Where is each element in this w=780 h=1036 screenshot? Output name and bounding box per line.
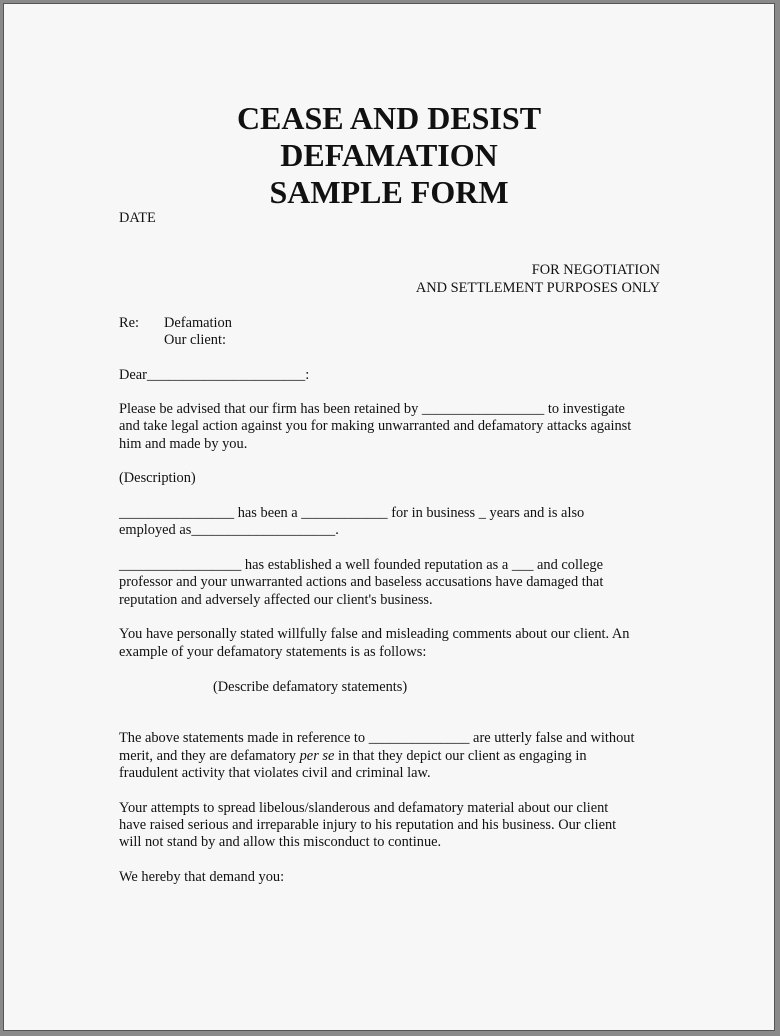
per-se-italic: per se	[299, 748, 335, 764]
para1-line-2: and take legal action against you for making unwarranted and defamatory attacks against	[119, 418, 632, 434]
para3-line-3: reputation and adversely affected our client's business.	[119, 592, 433, 608]
para5-line-1: The above statements made in reference to ______________ are utterly false and without	[119, 730, 635, 746]
description-label: (Description)	[119, 470, 196, 486]
title-line-3: SAMPLE FORM	[269, 174, 509, 210]
para5-line-2	[119, 748, 587, 765]
para4-line-2: example of your defamatory statements is as follows:	[119, 644, 427, 660]
document-title	[4, 100, 774, 211]
title-line-1: CEASE AND DESIST	[236, 100, 542, 136]
re-label: Re:	[119, 315, 139, 331]
re-line-1: Defamation	[164, 315, 232, 331]
para5-line-2-end: in that they depict our client as engaging in	[334, 748, 587, 764]
para5-line-3: fraudulent activity that violates civil and criminal law.	[119, 765, 431, 781]
negotiation-line-1: FOR NEGOTIATION	[531, 262, 660, 278]
para1-line-3: him and made by you.	[119, 436, 248, 452]
document-page	[3, 3, 775, 1031]
date-label: DATE	[119, 210, 156, 226]
salutation: Dear______________________:	[119, 367, 310, 383]
describe-statements: (Describe defamatory statements)	[213, 679, 408, 695]
title-line-2: DEFAMATION	[280, 137, 498, 173]
para4-line-1: You have personally stated willfully false and misleading comments about our client. An	[119, 626, 630, 642]
para5-line-2-start: merit, and they are defamatory	[119, 748, 300, 764]
para3-line-1: _________________ has established a well founded reputation as a ___ and college	[119, 557, 603, 573]
para1-line-1: Please be advised that our firm has been retained by _________________ to investigate	[119, 401, 625, 417]
negotiation-line-2: AND SETTLEMENT PURPOSES ONLY	[415, 280, 660, 296]
re-line-2: Our client:	[164, 332, 226, 348]
para6-line-3: will not stand by and allow this misconduct to continue.	[119, 834, 442, 850]
para2-line-2: employed as____________________.	[119, 522, 339, 538]
para3-line-2: professor and your unwarranted actions and baseless accusations have damaged that	[119, 574, 604, 590]
para2-line-1: ________________ has been a ____________ for in business _ years and is also	[119, 505, 585, 521]
para6-line-2: have raised serious and irreparable injury to his reputation and his business. Our client	[119, 817, 617, 833]
closing-line: We hereby that demand you:	[119, 869, 285, 885]
para6-line-1: Your attempts to spread libelous/slanderous and defamatory material about our client	[119, 800, 609, 816]
